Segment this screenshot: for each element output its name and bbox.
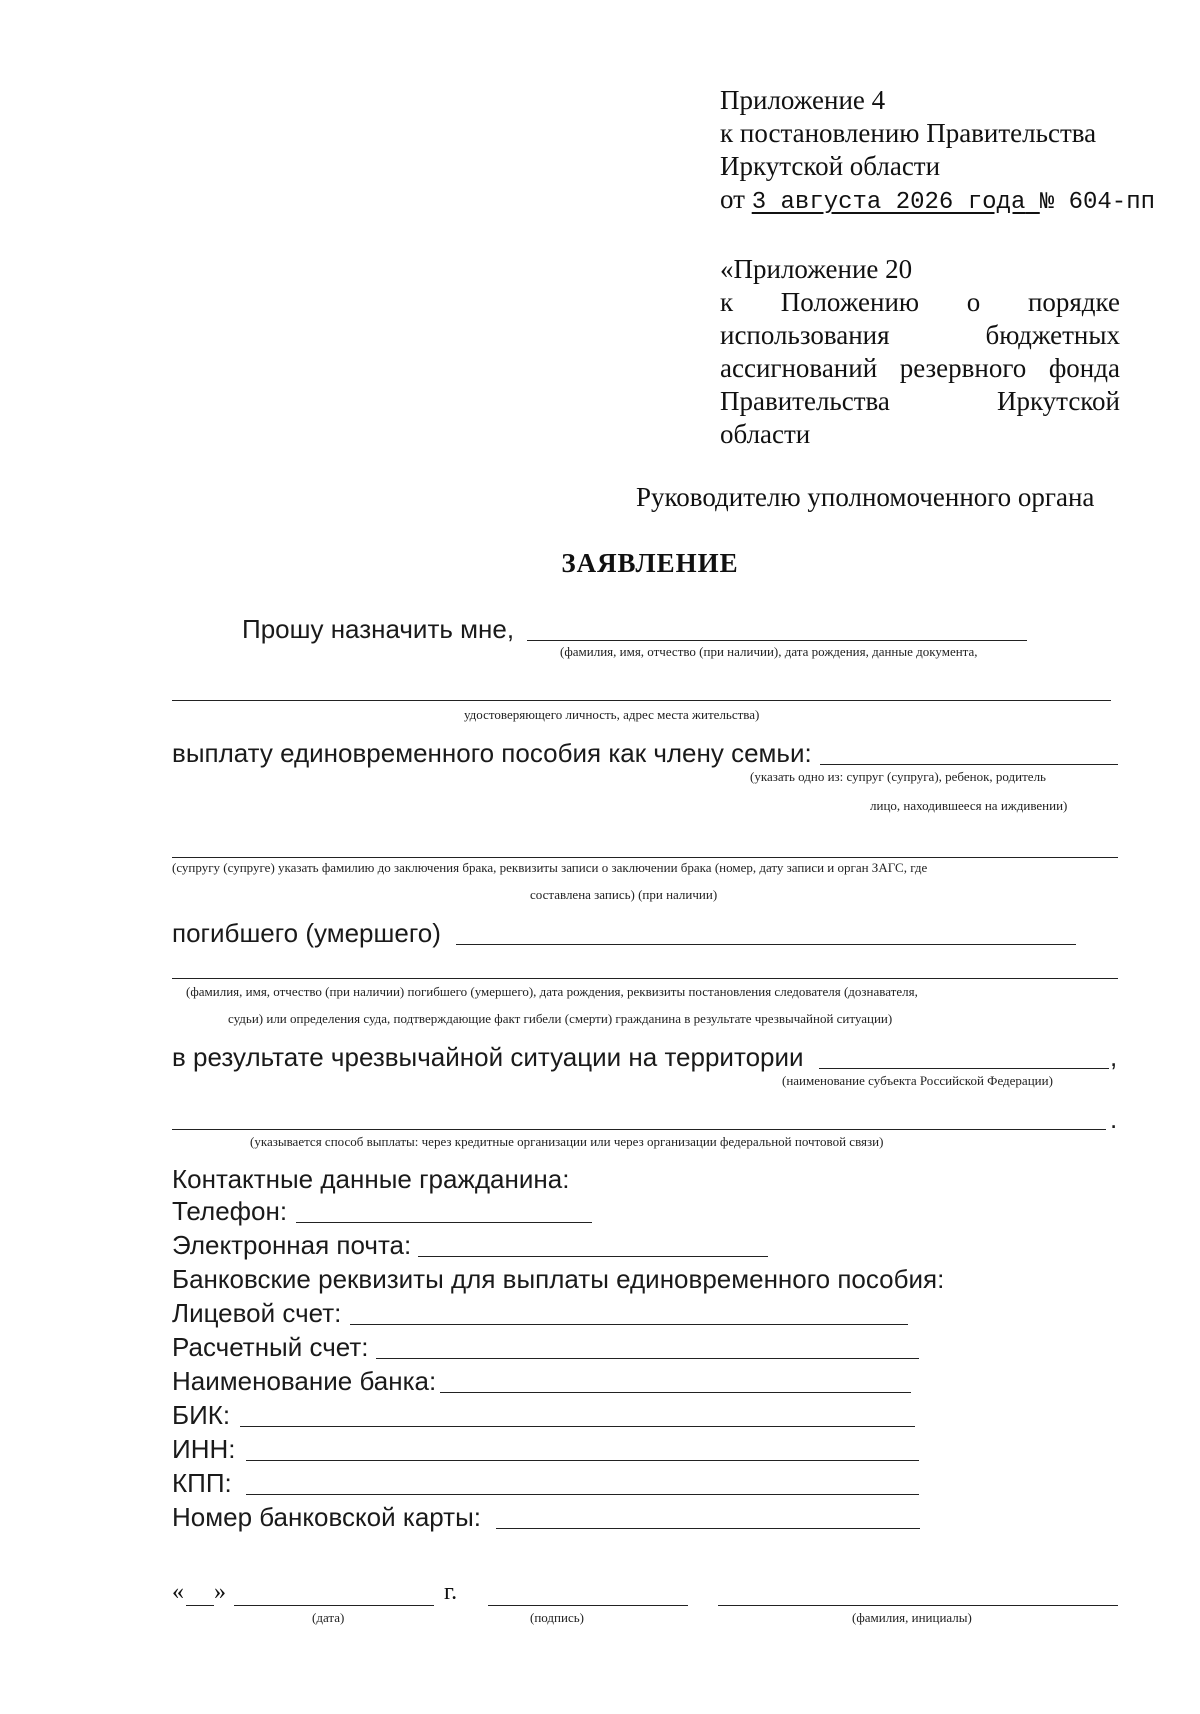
name-initials-hint: (фамилия, инициалы) [852,1610,972,1625]
card-number-label: Номер банковской карты: [172,1502,482,1532]
phone-label: Телефон: [172,1196,288,1226]
region-comma: , [1110,1042,1118,1072]
header-line-3: Иркутской области [720,151,941,181]
date-hint: (дата) [312,1610,345,1625]
appendix-line-6: области [720,419,811,449]
family-member-hint-1: (указать одно из: супруг (супруга), ребенок, родитель [750,769,1046,784]
spouse-hint-1: (супругу (супруге) указать фамилию до заключения брака, реквизиты записи о заключении брака (номер, дату записи и орган ЗАГС, где [172,860,928,875]
email-label: Электронная почта: [172,1230,412,1260]
header-number: 604-пп [1068,189,1155,216]
header-line-1: Приложение 4 [720,85,886,115]
family-member-hint-2: лицо, находившееся на иждивении) [870,798,1068,813]
request-text: Прошу назначить мне, [242,614,515,644]
person-field-line-1[interactable] [527,640,1027,641]
family-member-field-line[interactable] [820,764,1118,765]
bank-heading: Банковские реквизиты для выплаты единовременного пособия: [172,1264,945,1294]
date-close-quote: » [214,1579,226,1605]
addressee: Руководителю уполномоченного органа [636,482,1095,512]
name-initials-field-line[interactable] [718,1605,1118,1606]
method-period: . [1110,1104,1118,1134]
bik-label: БИК: [172,1400,231,1430]
account-field-line[interactable] [350,1324,908,1325]
email-field-line[interactable] [418,1256,768,1257]
header-line-2: к постановлению Правительства [720,118,1097,148]
deceased-field-line-2[interactable] [172,978,1118,979]
bank-name-field-line[interactable] [440,1392,911,1393]
settlement-account-label: Расчетный счет: [172,1332,369,1362]
spouse-field-line[interactable] [172,857,1118,858]
document-title: ЗАЯВЛЕНИЕ [561,548,739,578]
date-open-quote: « [172,1579,184,1605]
contacts-heading: Контактные данные гражданина: [172,1164,570,1194]
appendix-line-1: «Приложение 20 [720,254,913,284]
date-month-field-line[interactable] [234,1605,434,1606]
bik-field-line[interactable] [240,1426,915,1427]
date-day-field-line[interactable] [186,1605,214,1606]
header-number-label: № [1039,189,1069,216]
kpp-field-line[interactable] [246,1494,919,1495]
deceased-text: погибшего (умершего) [172,918,441,948]
deceased-hint-2: судьи) или определения суда, подтверждающие факт гибели (смерти) гражданина в результате чрезвычайной ситуации) [228,1011,893,1026]
appendix-line-4: ассигнований резервного фонда [720,353,1120,383]
deceased-hint-1: (фамилия, имя, отчество (при наличии) погибшего (умершего), дата рождения, реквизиты постановления следователя (дознавателя, [186,984,918,999]
appendix-20-header [720,253,1120,451]
region-hint: (наименование субъекта Российской Федерации) [782,1073,1053,1088]
appendix-line-3: использования бюджетных [720,320,1120,350]
appendix-header [720,84,1155,219]
payment-method-field-line[interactable] [172,1129,1106,1130]
settlement-account-field-line[interactable] [376,1358,919,1359]
inn-label: ИНН: [172,1434,236,1464]
inn-field-line[interactable] [246,1460,919,1461]
header-line-4 [720,183,1155,219]
person-hint-2: удостоверяющего личность, адрес места жительства) [464,707,760,722]
phone-field-line[interactable] [296,1222,592,1223]
deceased-field-line-1[interactable] [456,944,1076,945]
person-field-line-2[interactable] [172,700,1111,701]
appendix-line-2: к Положению о порядке [720,287,1120,317]
signature-hint: (подпись) [530,1610,584,1625]
emergency-text: в результате чрезвычайной ситуации на территории [172,1042,804,1072]
year-suffix: г. [444,1579,458,1605]
account-label: Лицевой счет: [172,1298,342,1328]
bank-name-label: Наименование банка: [172,1366,437,1396]
person-hint-1: (фамилия, имя, отчество (при наличии), дата рождения, данные документа, [560,644,978,659]
spouse-hint-2: составлена запись) (при наличии) [530,887,718,902]
appendix-line-5: Правительства Иркутской [720,386,1120,416]
payment-text: выплату единовременного пособия как члену семьи: [172,738,812,768]
kpp-label: КПП: [172,1468,232,1498]
signature-field-line[interactable] [488,1605,688,1606]
card-number-field-line[interactable] [496,1528,920,1529]
payment-method-hint: (указывается способ выплаты: через кредитные организации или через организации федеральной почтовой связи) [250,1134,884,1149]
header-date: 3 августа 2026 года [751,189,1026,216]
region-field-line[interactable] [819,1068,1109,1069]
header-date-prefix: от [720,184,752,214]
